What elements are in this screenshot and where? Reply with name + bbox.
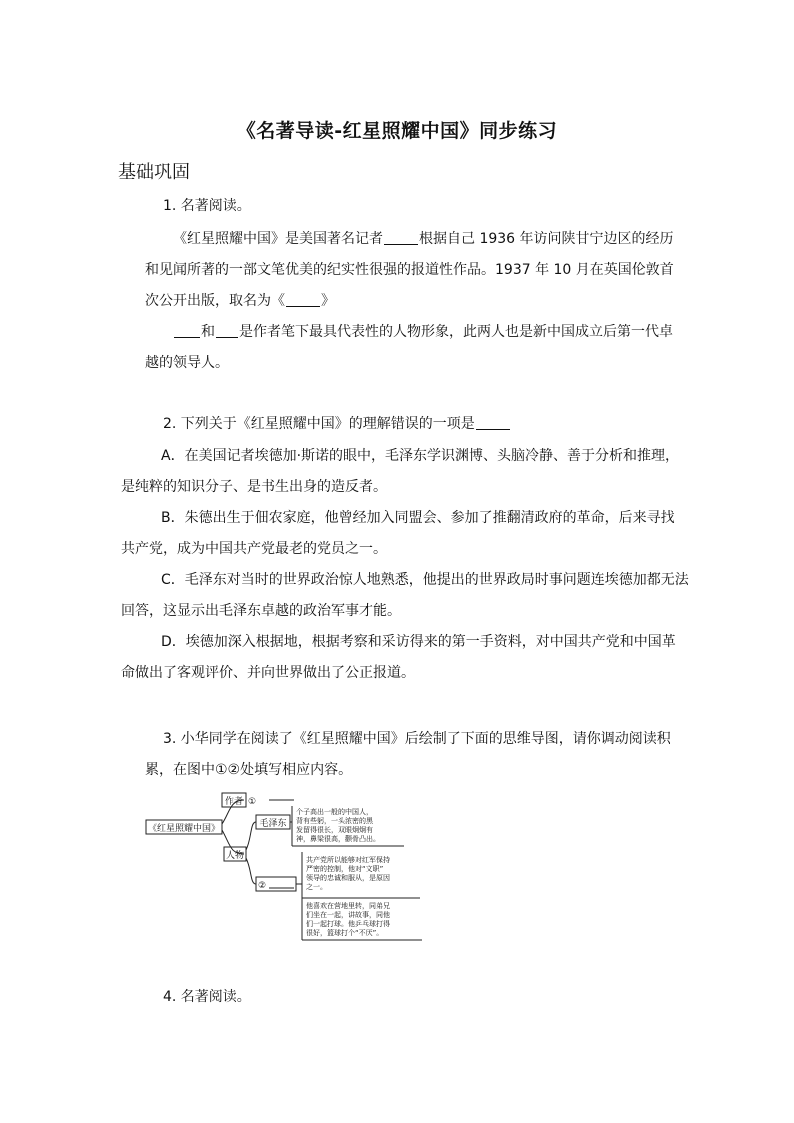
q1-text: 和 bbox=[201, 324, 215, 340]
svg-text:们一起打球。他乒乓球打得: 们一起打球。他乒乓球打得 bbox=[306, 920, 390, 928]
q1-line-2: 和见闻所著的一部文笔优美的纪实性很强的报道性作品。1937 年 10 月在英国伦敦首 bbox=[145, 262, 674, 278]
answer-blank[interactable] bbox=[286, 292, 320, 307]
svg-text:很好，篮球打个“不厌”。: 很好，篮球打个“不厌”。 bbox=[306, 929, 384, 937]
answer-blank[interactable] bbox=[384, 230, 418, 245]
svg-text:严密的控制，他对“文职”: 严密的控制，他对“文职” bbox=[306, 865, 384, 873]
svg-text:共产党所以能够对红军保持: 共产党所以能够对红军保持 bbox=[306, 856, 390, 864]
svg-text:们坐在一起，讲故事，同他: 们坐在一起，讲故事，同他 bbox=[306, 911, 390, 919]
answer-blank[interactable] bbox=[174, 323, 200, 338]
q1-line-1 bbox=[173, 229, 674, 249]
blank-2-label: ② bbox=[258, 881, 267, 891]
q2-option-b-cont: 共产党，成为中国共产党最老的党员之一。 bbox=[121, 541, 387, 557]
q3-line-2: 累，在图中①②处填写相应内容。 bbox=[145, 762, 353, 778]
mao-label: 毛泽东 bbox=[259, 819, 287, 829]
q2-option-a-cont: 是纯粹的知识分子、是书生出身的造反者。 bbox=[121, 479, 387, 495]
q1-text: 是作者笔下最具代表性的人物形象，此两人也是新中国成立后第一代卓 bbox=[239, 324, 673, 340]
branch-mao bbox=[246, 822, 256, 850]
root-label: 《红星照耀中国》 bbox=[147, 824, 221, 834]
answer-blank[interactable] bbox=[476, 415, 510, 430]
page-title: 《名著导读-红星照耀中国》同步练习 bbox=[236, 120, 558, 142]
svg-text:个子高出一般的中国人，: 个子高出一般的中国人， bbox=[296, 808, 373, 816]
q1-text: 《红星照耀中国》是美国著名记者 bbox=[173, 231, 383, 247]
svg-text:神，鼻梁很高，颧骨凸出。: 神，鼻梁很高，颧骨凸出。 bbox=[296, 835, 380, 843]
mao-description bbox=[296, 807, 380, 844]
mind-map-diagram bbox=[144, 788, 434, 948]
q2-option-b[interactable]: B．朱德出生于佃农家庭，他曾经加入同盟会、参加了推翻清政府的革命，后来寻找 bbox=[161, 510, 675, 526]
q1-line-3 bbox=[145, 291, 335, 311]
author-label: 作者 bbox=[224, 797, 244, 807]
q1-text: 》 bbox=[321, 293, 335, 309]
svg-text:发留得很长，双眼炯炯有: 发留得很长，双眼炯炯有 bbox=[296, 826, 373, 834]
q1-text: 根据自己 1936 年访问陕甘宁边区的经历 bbox=[419, 231, 674, 247]
q2-option-d-cont: 命做出了客观评价、并向世界做出了公正报道。 bbox=[121, 665, 415, 681]
q1-line-5: 越的领导人。 bbox=[145, 355, 229, 371]
c2-description-2 bbox=[306, 901, 390, 938]
q4-label: 4. 名著阅读。 bbox=[163, 989, 251, 1005]
answer-blank[interactable] bbox=[216, 323, 238, 338]
q2-text: 2. 下列关于《红星照耀中国》的理解错误的一项是 bbox=[163, 416, 475, 432]
mind-map bbox=[144, 788, 434, 952]
svg-text:他喜欢在营地里转，同弟兄: 他喜欢在营地里转，同弟兄 bbox=[306, 902, 390, 910]
people-label: 人物 bbox=[225, 851, 245, 861]
blank-1-label: ① bbox=[248, 797, 257, 807]
q2-option-c-cont: 回答，这显示出毛泽东卓越的政治军事才能。 bbox=[121, 603, 401, 619]
q2-label bbox=[163, 414, 511, 434]
q2-option-d[interactable]: D．埃德加深入根据地，根据考察和采访得来的第一手资料，对中国共产党和中国革 bbox=[161, 634, 676, 650]
q1-line-4 bbox=[173, 322, 673, 342]
q2-option-c[interactable]: C．毛泽东对当时的世界政治惊人地熟悉，他提出的世界政局时事问题连埃德加都无法 bbox=[161, 572, 689, 588]
branch-c2 bbox=[246, 858, 256, 884]
section-heading: 基础巩固 bbox=[118, 162, 190, 183]
c2-description-1 bbox=[306, 855, 390, 891]
svg-text:背有些躬，一头浓密的黑: 背有些躬，一头浓密的黑 bbox=[296, 817, 373, 825]
q3-line-1: 3. 小华同学在阅读了《红星照耀中国》后绘制了下面的思维导图，请你调动阅读积 bbox=[163, 731, 671, 747]
q1-text: 次公开出版，取名为《 bbox=[145, 293, 285, 309]
q2-option-a[interactable]: A．在美国记者埃德加·斯诺的眼中，毛泽东学识渊博、头脑冷静、善于分析和推理， bbox=[161, 448, 680, 464]
svg-text:领导的忠诚和服从，是原因: 领导的忠诚和服从，是原因 bbox=[306, 874, 390, 882]
q1-label: 1. 名著阅读。 bbox=[163, 198, 251, 214]
svg-text:之一。: 之一。 bbox=[306, 883, 327, 891]
